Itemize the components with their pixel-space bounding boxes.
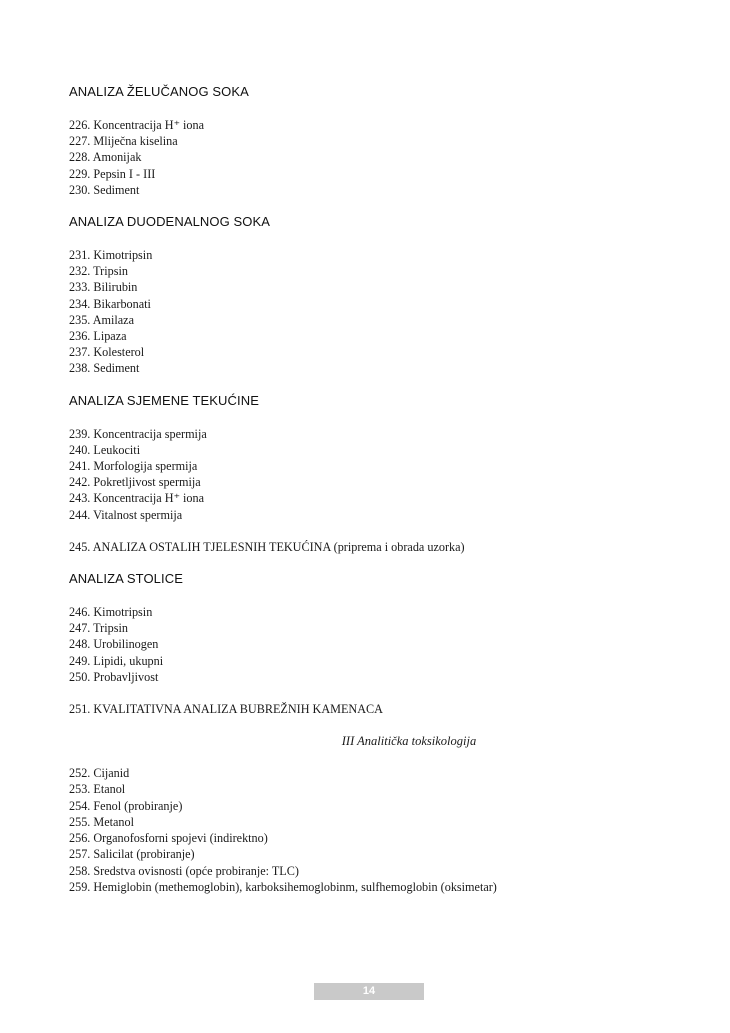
gastric-juice-list — [69, 117, 669, 198]
list-item: 242. Pokretljivost spermija — [69, 475, 201, 490]
list-item: 231. Kimotripsin — [69, 248, 153, 263]
section-heading-gastric-juice: ANALIZA ŽELUČANOG SOKA — [69, 84, 249, 99]
list-item: 246. Kimotripsin — [69, 605, 153, 620]
list-item: 234. Bikarbonati — [69, 296, 151, 311]
stool-list — [69, 604, 669, 685]
list-item: 241. Morfologija spermija — [69, 459, 198, 474]
section-heading-stool: ANALIZA STOLICE — [69, 571, 183, 587]
list-item: 253. Etanol — [69, 782, 126, 797]
list-item: 257. Salicilat (probiranje) — [69, 847, 195, 862]
list-item: 228. Amonijak — [69, 150, 142, 165]
list-item: 254. Fenol (probiranje) — [69, 798, 183, 813]
list-item: 248. Urobilinogen — [69, 637, 159, 652]
list-item: 235. Amilaza — [69, 312, 134, 327]
list-item: 249. Lipidi, ukupni — [69, 653, 164, 668]
list-item: 229. Pepsin I - III — [69, 166, 156, 181]
list-item: 226. Koncentracija H⁺ iona — [69, 118, 205, 132]
list-item: 239. Koncentracija spermija — [69, 426, 207, 441]
toxicology-list — [69, 765, 669, 895]
kidney-stones-item: 251. KVALITATIVNA ANALIZA BUBREŽNIH KAMENACA — [69, 702, 383, 717]
list-item: 259. Hemiglobin (methemoglobin), karboksihemoglobinm, sulfhemoglobin (oksimetar) — [69, 879, 497, 894]
list-item: 233. Bilirubin — [69, 280, 138, 295]
list-item: 230. Sediment — [69, 182, 140, 197]
list-item: 240. Leukociti — [69, 442, 141, 457]
list-item: 256. Organofosforni spojevi (indirektno) — [69, 831, 268, 846]
duodenal-juice-list — [69, 247, 669, 377]
list-item: 244. Vitalnost spermija — [69, 507, 183, 522]
list-item: 232. Tripsin — [69, 264, 128, 279]
list-item: 236. Lipaza — [69, 329, 127, 344]
document-page — [69, 84, 669, 895]
list-item: 258. Sredstva ovisnosti (opće probiranje: TLC) — [69, 863, 299, 878]
page-number: 14 — [314, 983, 424, 1000]
list-item: 247. Tripsin — [69, 621, 128, 636]
section-heading-duodenal-juice: ANALIZA DUODENALNOG SOKA — [69, 214, 271, 230]
list-item: 227. Mliječna kiselina — [69, 134, 178, 149]
other-body-fluids-item: 245. ANALIZA OSTALIH TJELESNIH TEKUĆINA (priprema i obrada uzorka) — [69, 539, 465, 554]
list-item: 238. Sediment — [69, 361, 140, 376]
seminal-fluid-list — [69, 426, 669, 523]
section-heading-seminal-fluid: ANALIZA SJEMENE TEKUĆINE — [69, 392, 259, 408]
list-item: 252. Cijanid — [69, 766, 130, 781]
subsection-title-toxicology: III Analitička toksikologija — [341, 734, 477, 749]
list-item: 255. Metanol — [69, 814, 134, 829]
list-item: 250. Probavljivost — [69, 669, 159, 684]
list-item: 237. Kolesterol — [69, 345, 145, 360]
list-item: 243. Koncentracija H⁺ iona — [69, 491, 205, 506]
